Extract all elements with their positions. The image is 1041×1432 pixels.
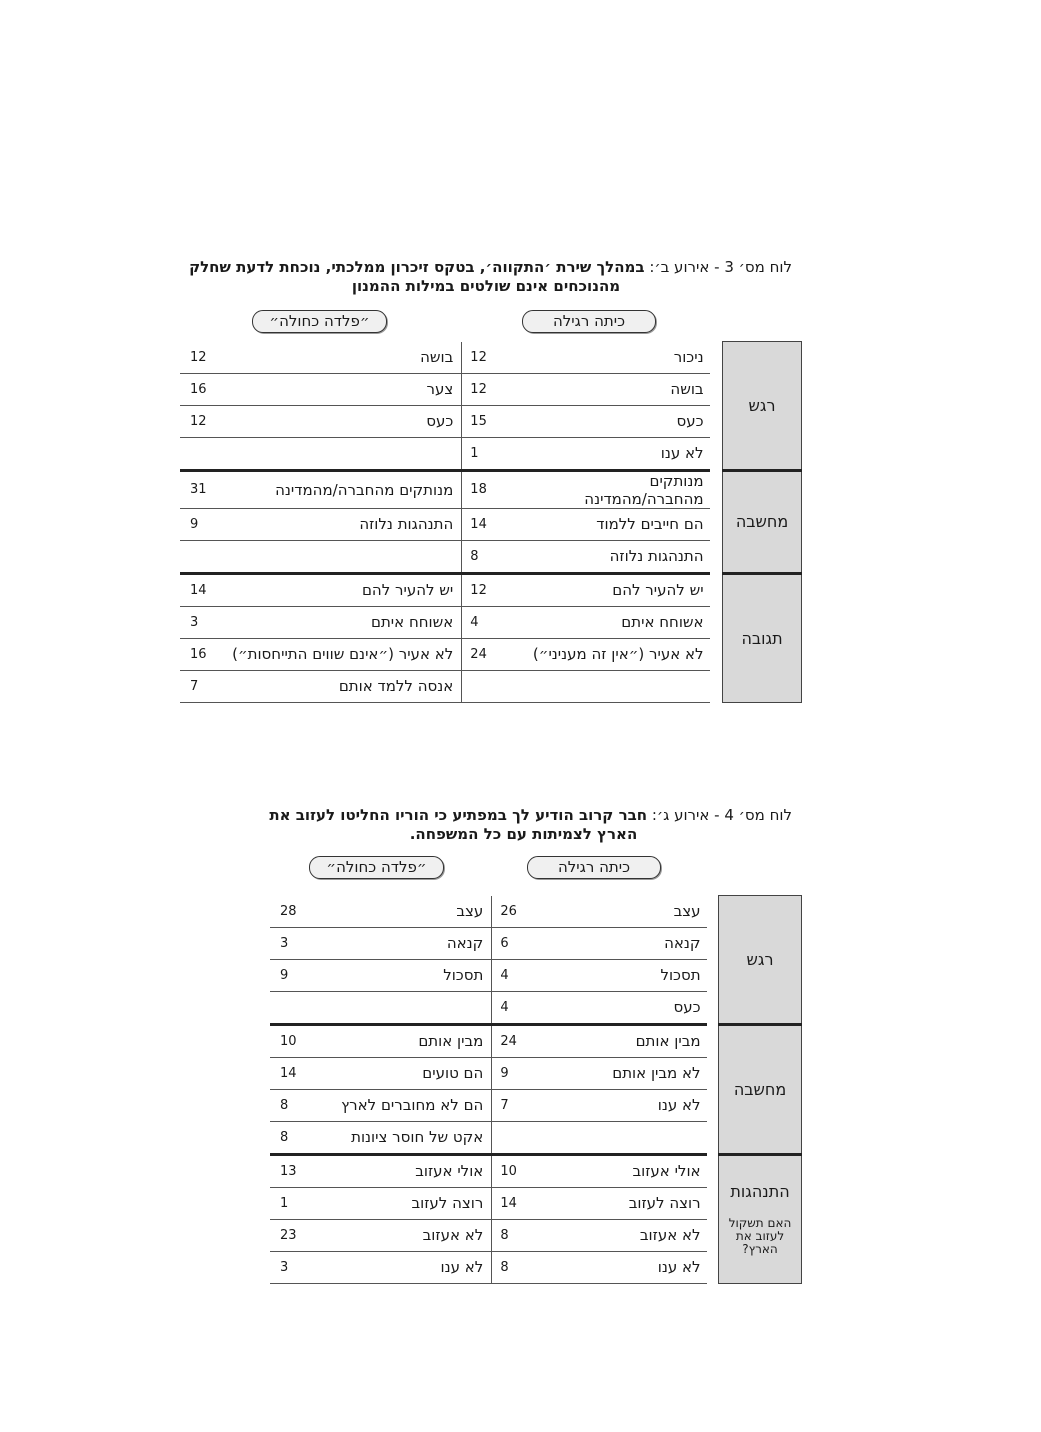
blue-steel-label: לא אעיר (״אינם שווים התייחסות״): [222, 638, 462, 670]
regular-class-label: לא ענו: [526, 437, 710, 470]
blue-steel-label: בושה: [222, 342, 462, 374]
category-label: רגש: [748, 395, 776, 415]
blue-steel-count: 13: [270, 1154, 320, 1187]
regular-class-count: 7: [492, 1089, 547, 1121]
blue-steel-count: [270, 991, 320, 1024]
blue-steel-label: לא ענו: [320, 1251, 492, 1283]
blue-steel-label: כעס: [222, 405, 462, 437]
table-row: [180, 470, 802, 508]
blue-steel-label: יש להעיר להם: [222, 573, 462, 606]
table4-header-regular-class: כיתה רגילה: [527, 856, 661, 879]
spacer: [710, 606, 723, 638]
regular-class-label: [547, 1121, 707, 1154]
table3-header-regular-class: כיתה רגילה: [522, 310, 656, 333]
category-label: מחשבה: [735, 512, 789, 531]
blue-steel-count: 16: [180, 373, 222, 405]
spacer: [707, 1219, 719, 1251]
blue-steel-label: לא אעזוב: [320, 1219, 492, 1251]
regular-class-count: 12: [462, 342, 526, 374]
regular-class-label: בושה: [526, 373, 710, 405]
spacer: [710, 540, 723, 573]
regular-class-count: 12: [462, 373, 526, 405]
table4-title: [255, 806, 792, 844]
table-row: [180, 508, 802, 540]
regular-class-count: [492, 1121, 547, 1154]
regular-class-label: ניכור: [526, 342, 710, 374]
table-row: [270, 1154, 802, 1187]
regular-class-count: [462, 670, 526, 702]
blue-steel-label: עצב: [320, 896, 492, 928]
table4: [270, 895, 802, 1284]
table4-header-blue-steel: ״פלדה כחולה״: [309, 856, 444, 879]
blue-steel-count: 14: [270, 1057, 320, 1089]
category-label: מחשבה: [733, 1079, 787, 1099]
spacer: [707, 896, 719, 928]
spacer: [710, 373, 723, 405]
blue-steel-count: 10: [270, 1024, 320, 1057]
blue-steel-count: 1: [270, 1187, 320, 1219]
blue-steel-label: אנסה ללמד אותם: [222, 670, 462, 702]
blue-steel-label: אקט של חוסר ציונות: [320, 1121, 492, 1154]
blue-steel-label: [320, 991, 492, 1024]
table3-title-line1: לוח מס׳ 3 - אירוע ב׳: במהלך שירת ׳התקווה׳, בטקס זיכרון ממלכתי, נוכחת לדעת שחלק: [189, 258, 792, 276]
regular-class-count: 4: [462, 606, 526, 638]
blue-steel-label: קנאה: [320, 927, 492, 959]
regular-class-count: 18: [462, 470, 526, 508]
table4-title-line2: הארץ לצמיתות עם כל המשפחה.: [409, 825, 638, 843]
regular-class-label: כעס: [547, 991, 707, 1024]
spacer: [710, 470, 723, 508]
blue-steel-count: 31: [180, 470, 222, 508]
blue-steel-label: אשוחח איתם: [222, 606, 462, 638]
regular-class-count: 8: [492, 1219, 547, 1251]
blue-steel-label: צער: [222, 373, 462, 405]
table-row: [270, 1024, 802, 1057]
spacer: [707, 1057, 719, 1089]
regular-class-label: אשוחח איתם: [526, 606, 710, 638]
blue-steel-count: 3: [180, 606, 222, 638]
spacer: [707, 1089, 719, 1121]
spacer: [710, 638, 723, 670]
regular-class-label: רוצה לעזוב: [547, 1187, 707, 1219]
blue-steel-count: 28: [270, 896, 320, 928]
table3-header-blue-steel: ״פלדה כחולה״: [252, 310, 387, 333]
regular-class-label: התנהגות נלוזה: [526, 540, 710, 573]
regular-class-count: 9: [492, 1057, 547, 1089]
spacer: [710, 573, 723, 606]
category-label: רגש: [746, 949, 774, 969]
blue-steel-count: 3: [270, 1251, 320, 1283]
table-row: [180, 638, 802, 670]
spacer: [710, 405, 723, 437]
blue-steel-count: 12: [180, 342, 222, 374]
spacer: [710, 670, 723, 702]
table-row: [270, 896, 802, 928]
regular-class-label: תסכול: [547, 959, 707, 991]
blue-steel-count: 14: [180, 573, 222, 606]
regular-class-count: 1: [462, 437, 526, 470]
blue-steel-count: [180, 437, 222, 470]
spacer: [707, 1024, 719, 1057]
blue-steel-count: [180, 540, 222, 573]
table3: [180, 341, 802, 703]
blue-steel-count: 9: [270, 959, 320, 991]
category-cell: [723, 573, 802, 702]
blue-steel-count: 12: [180, 405, 222, 437]
blue-steel-count: 8: [270, 1089, 320, 1121]
spacer: [707, 1154, 719, 1187]
regular-class-count: 26: [492, 896, 547, 928]
category-cell: [719, 1154, 802, 1283]
table-row: [180, 540, 802, 573]
table3-title: [180, 258, 792, 296]
table3-title-line2: מהנוכחים אינם שולטים במילות ההמנון: [351, 277, 621, 295]
category-cell: [719, 896, 802, 1025]
blue-steel-count: 7: [180, 670, 222, 702]
blue-steel-count: 9: [180, 508, 222, 540]
blue-steel-label: מנותקים מהחברה/מהמדינה: [222, 470, 462, 508]
regular-class-label: לא אעיר (״אין זה מעניני״): [526, 638, 710, 670]
spacer: [707, 1121, 719, 1154]
regular-class-count: 24: [462, 638, 526, 670]
regular-class-label: לא ענו: [547, 1251, 707, 1283]
spacer: [707, 1187, 719, 1219]
regular-class-count: 4: [492, 959, 547, 991]
spacer: [707, 927, 719, 959]
blue-steel-label: תסכול: [320, 959, 492, 991]
blue-steel-label: [222, 540, 462, 573]
regular-class-count: 12: [462, 573, 526, 606]
regular-class-label: מבין אותם: [547, 1024, 707, 1057]
regular-class-label: עצב: [547, 896, 707, 928]
category-cell: [723, 342, 802, 471]
category-label: התנהגות: [730, 1182, 790, 1201]
regular-class-count: 14: [462, 508, 526, 540]
regular-class-count: 14: [492, 1187, 547, 1219]
regular-class-label: יש להעיר להם: [526, 573, 710, 606]
regular-class-label: כעס: [526, 405, 710, 437]
regular-class-label: מנותקים מהחברה/מהמדינה: [526, 470, 710, 508]
regular-class-count: 8: [462, 540, 526, 573]
blue-steel-label: הם לא מחוברים לארץ: [320, 1089, 492, 1121]
regular-class-label: [526, 670, 710, 702]
spacer: [707, 991, 719, 1024]
table-row: [180, 437, 802, 470]
regular-class-label: לא מבין אותם: [547, 1057, 707, 1089]
category-cell: [723, 470, 802, 573]
regular-class-count: 6: [492, 927, 547, 959]
regular-class-count: 15: [462, 405, 526, 437]
regular-class-count: 8: [492, 1251, 547, 1283]
regular-class-count: 4: [492, 991, 547, 1024]
table-row: [180, 373, 802, 405]
category-label: תגובה: [741, 628, 783, 648]
regular-class-label: קנאה: [547, 927, 707, 959]
table-row: [180, 606, 802, 638]
blue-steel-count: 3: [270, 927, 320, 959]
blue-steel-count: 16: [180, 638, 222, 670]
blue-steel-label: רוצה לעזוב: [320, 1187, 492, 1219]
regular-class-label: הם חייבים ללמוד: [526, 508, 710, 540]
regular-class-label: אולי אעזוב: [547, 1154, 707, 1187]
category-sub-label: האם תשקול לעזוב את הארץ?: [728, 1216, 792, 1256]
blue-steel-label: הם טועים: [320, 1057, 492, 1089]
blue-steel-label: [222, 437, 462, 470]
regular-class-count: 24: [492, 1024, 547, 1057]
blue-steel-count: 8: [270, 1121, 320, 1154]
table4-title-line1: לוח מס׳ 4 - אירוע ג׳: חבר קרוב הודיע לך במפתיע כי הוריו החליטו לעזוב את: [269, 806, 792, 824]
table-row: [180, 670, 802, 702]
spacer: [707, 1251, 719, 1283]
spacer: [710, 508, 723, 540]
category-cell: [719, 1024, 802, 1154]
blue-steel-count: 23: [270, 1219, 320, 1251]
regular-class-count: 10: [492, 1154, 547, 1187]
blue-steel-label: התנהגות נלוזה: [222, 508, 462, 540]
table-row: [180, 405, 802, 437]
blue-steel-label: אולי אעזוב: [320, 1154, 492, 1187]
spacer: [707, 959, 719, 991]
blue-steel-label: מבין אותם: [320, 1024, 492, 1057]
regular-class-label: לא אעזוב: [547, 1219, 707, 1251]
regular-class-label: לא ענו: [547, 1089, 707, 1121]
spacer: [710, 342, 723, 374]
spacer: [710, 437, 723, 470]
table-row: [180, 342, 802, 374]
table-row: [180, 573, 802, 606]
